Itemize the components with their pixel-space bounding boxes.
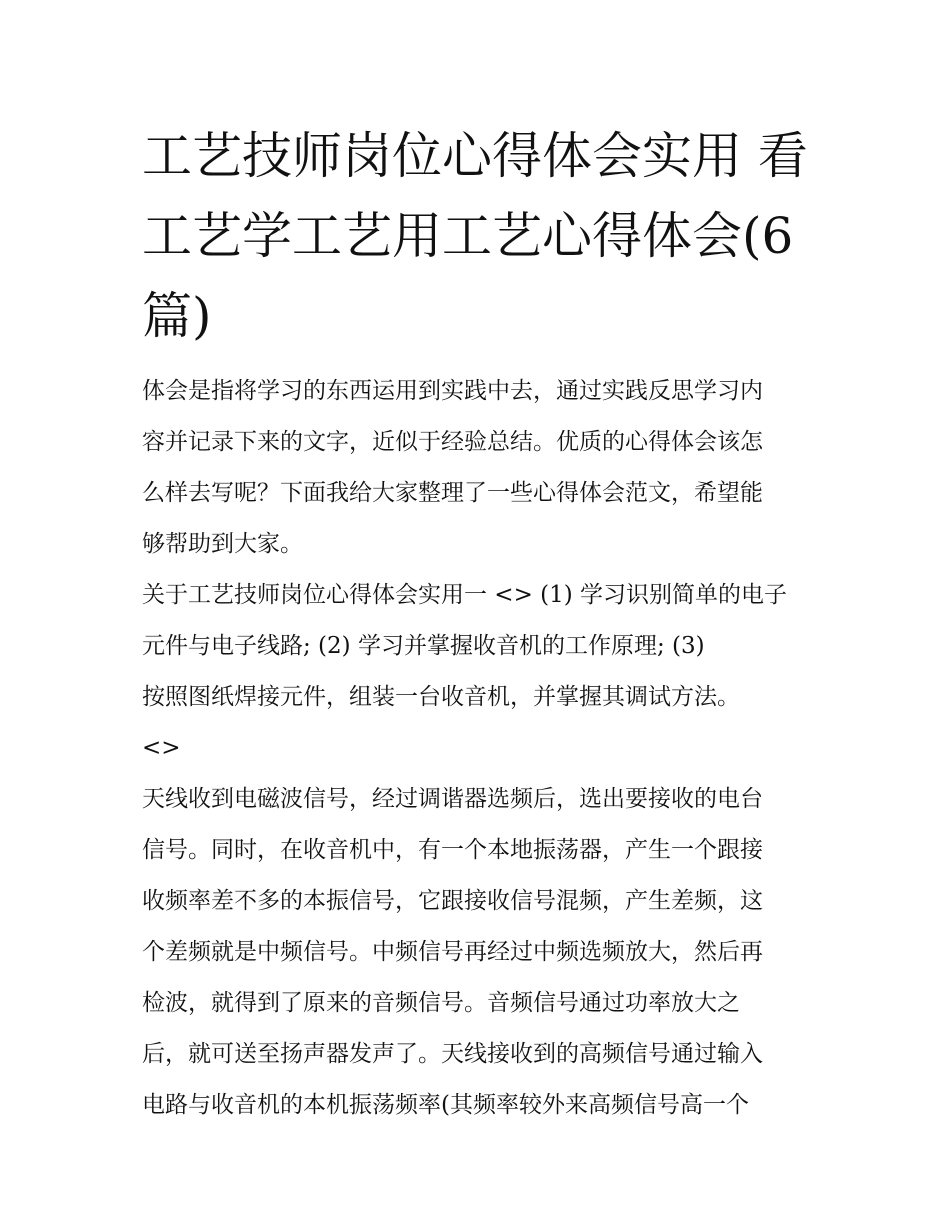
- title-line: 工艺学工艺用工艺心得体会(6: [142, 207, 794, 265]
- text-line: 容并记录下来的文字，近似于经验总结。优质的心得体会该怎: [142, 429, 763, 455]
- text-line: 天线收到电磁波信号，经过调谐器选频后，选出要接收的电台: [142, 786, 763, 812]
- text-line: 按照图纸焊接元件，组装一台收音机，并掌握其调试方法。: [142, 684, 740, 710]
- text-line: 够帮助到大家。: [142, 531, 303, 557]
- text-line: 个差频就是中频信号。中频信号再经过中频选频放大，然后再: [142, 939, 763, 965]
- text-line: 么样去写呢？下面我给大家整理了一些心得体会范文，希望能: [142, 480, 763, 506]
- page-title: [142, 116, 812, 356]
- section-one-paragraph: [142, 570, 812, 774]
- text-line: 关于工艺技师岗位心得体会实用一 <> (1) 学习识别简单的电子: [142, 582, 788, 608]
- principle-paragraph: [142, 774, 812, 1131]
- text-line: 检波，就得到了原来的音频信号。音频信号通过功率放大之: [142, 990, 740, 1016]
- text-line: 元件与电子线路; (2) 学习并掌握收音机的工作原理; (3): [142, 633, 705, 659]
- text-line: 体会是指将学习的东西运用到实践中去，通过实践反思学习内: [142, 378, 763, 404]
- document-body: [142, 116, 812, 1131]
- text-line: <>: [142, 735, 181, 761]
- intro-paragraph: [142, 366, 812, 570]
- title-line: 篇): [142, 287, 212, 345]
- text-line: 后，就可送至扬声器发声了。天线接收到的高频信号通过输入: [142, 1041, 763, 1067]
- title-line: 工艺技师岗位心得体会实用 看: [142, 127, 808, 185]
- text-line: 信号。同时，在收音机中，有一个本地振荡器，产生一个跟接: [142, 837, 763, 863]
- text-line: 收频率差不多的本振信号，它跟接收信号混频，产生差频，这: [142, 888, 763, 914]
- text-line: 电路与收音机的本机振荡频率(其频率较外来高频信号高一个: [142, 1092, 749, 1118]
